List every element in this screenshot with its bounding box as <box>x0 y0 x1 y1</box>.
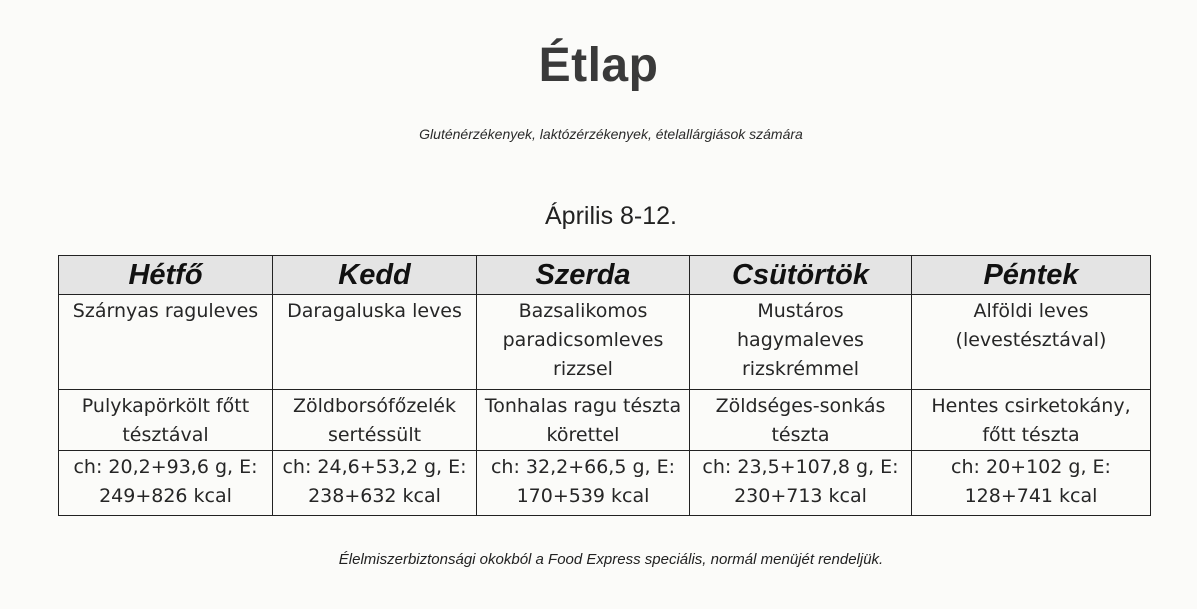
day-header-friday: Péntek <box>912 256 1151 295</box>
table-header-row <box>59 256 1151 295</box>
soup-cell: Szárnyas raguleves <box>59 295 273 390</box>
day-header-tuesday: Kedd <box>273 256 477 295</box>
week-date: Április 8-12. <box>545 202 677 230</box>
footer-note: Élelmiszerbiztonsági okokból a Food Express speciális, normál menüjét rendeljük. <box>338 551 884 568</box>
nutrition-cell: ch: 20,2+93,6 g, E: 249+826 kcal <box>59 451 273 516</box>
soup-cell: Daragaluska leves <box>273 295 477 390</box>
day-header-thursday: Csütörtök <box>690 256 912 295</box>
main-course-cell: Zöldborsófőzelék sertéssült <box>273 390 477 451</box>
main-course-cell: Zöldséges-sonkás tészta <box>690 390 912 451</box>
nutrition-row <box>59 451 1151 516</box>
page-subtitle: Gluténérzékenyek, laktózérzékenyek, ételallárgiások számára <box>419 126 803 142</box>
nutrition-cell: ch: 20+102 g, E: 128+741 kcal <box>912 451 1151 516</box>
soup-cell: Bazsalikomos paradicsomleves rizzsel <box>477 295 690 390</box>
soup-row <box>59 295 1151 390</box>
page-title: Étlap <box>538 39 659 92</box>
main-course-cell: Hentes csirketokány, főtt tészta <box>912 390 1151 451</box>
main-course-cell: Tonhalas ragu tészta körettel <box>477 390 690 451</box>
main-course-cell: Pulykapörkölt főtt tésztával <box>59 390 273 451</box>
main-course-row <box>59 390 1151 451</box>
nutrition-cell: ch: 32,2+66,5 g, E: 170+539 kcal <box>477 451 690 516</box>
day-header-wednesday: Szerda <box>477 256 690 295</box>
menu-table <box>58 255 1151 516</box>
nutrition-cell: ch: 24,6+53,2 g, E: 238+632 kcal <box>273 451 477 516</box>
soup-cell: Alföldi leves (levestésztával) <box>912 295 1151 390</box>
day-header-monday: Hétfő <box>59 256 273 295</box>
nutrition-cell: ch: 23,5+107,8 g, E: 230+713 kcal <box>690 451 912 516</box>
soup-cell: Mustáros hagymaleves rizskrémmel <box>690 295 912 390</box>
